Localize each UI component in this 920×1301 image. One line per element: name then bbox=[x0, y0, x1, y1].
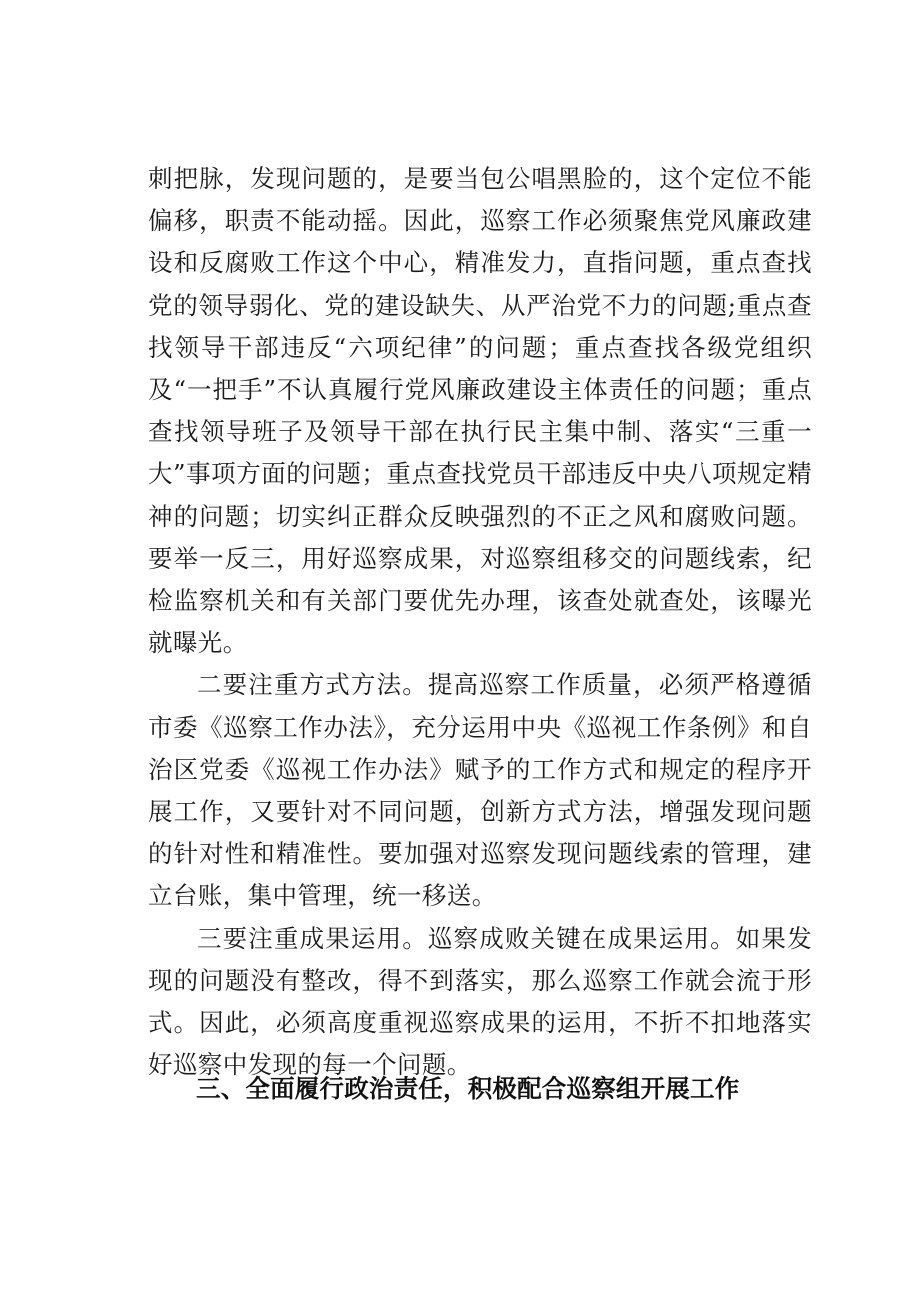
paragraph-continuation: 刺把脉，发现问题的，是要当包公唱黑脸的，这个定位不能偏移，职责不能动摇。因此，巡察工作必须聚焦党风廉政建设和反腐败工作这个中心，精准发力，直指问题，重点查找党的领导弱化、党的建设缺失、从严治党不力的问题;重点查找领导干部违反“六项纪律”的问题；重点查找各级党组织及“一把手”不认真履行党风廉政建设主体责任的问题；重点查找领导班子及领导干部在执行民主集中制、落实“三重一大”事项方面的问题；重点查找党员干部违反中央八项规定精神的问题；切实纠正群众反映强烈的不正之风和腐败问题。要举一反三，用好巡察成果，对巡察组移交的问题线索，纪检监察机关和有关部门要优先办理，该查处就查处，该曝光就曝光。 bbox=[148, 164, 812, 658]
section-heading: 三、全面履行政治责任，积极配合巡察组开展工作 bbox=[196, 1074, 740, 1103]
paragraph-results: 三要注重成果运用。巡察成败关键在成果运用。如果发现的问题没有整改，得不到落实，那么巡察工作就会流于形式。因此，必须高度重视巡察成果的运用，不折不扣地落实好巡察中发现的每一个问题。 bbox=[148, 923, 812, 1080]
paragraph-method: 二要注重方式方法。提高巡察工作质量，必须严格遵循市委《巡察工作办法》，充分运用中央《巡视工作条例》和自治区党委《巡视工作办法》赋予的工作方式和规定的程序开展工作，又要针对不同问题，创新方式方法，增强发现问题的针对性和精准性。要加强对巡察发现问题线索的管理，建立台账，集中管理，统一移送。 bbox=[148, 670, 812, 911]
document-body bbox=[148, 158, 812, 1086]
